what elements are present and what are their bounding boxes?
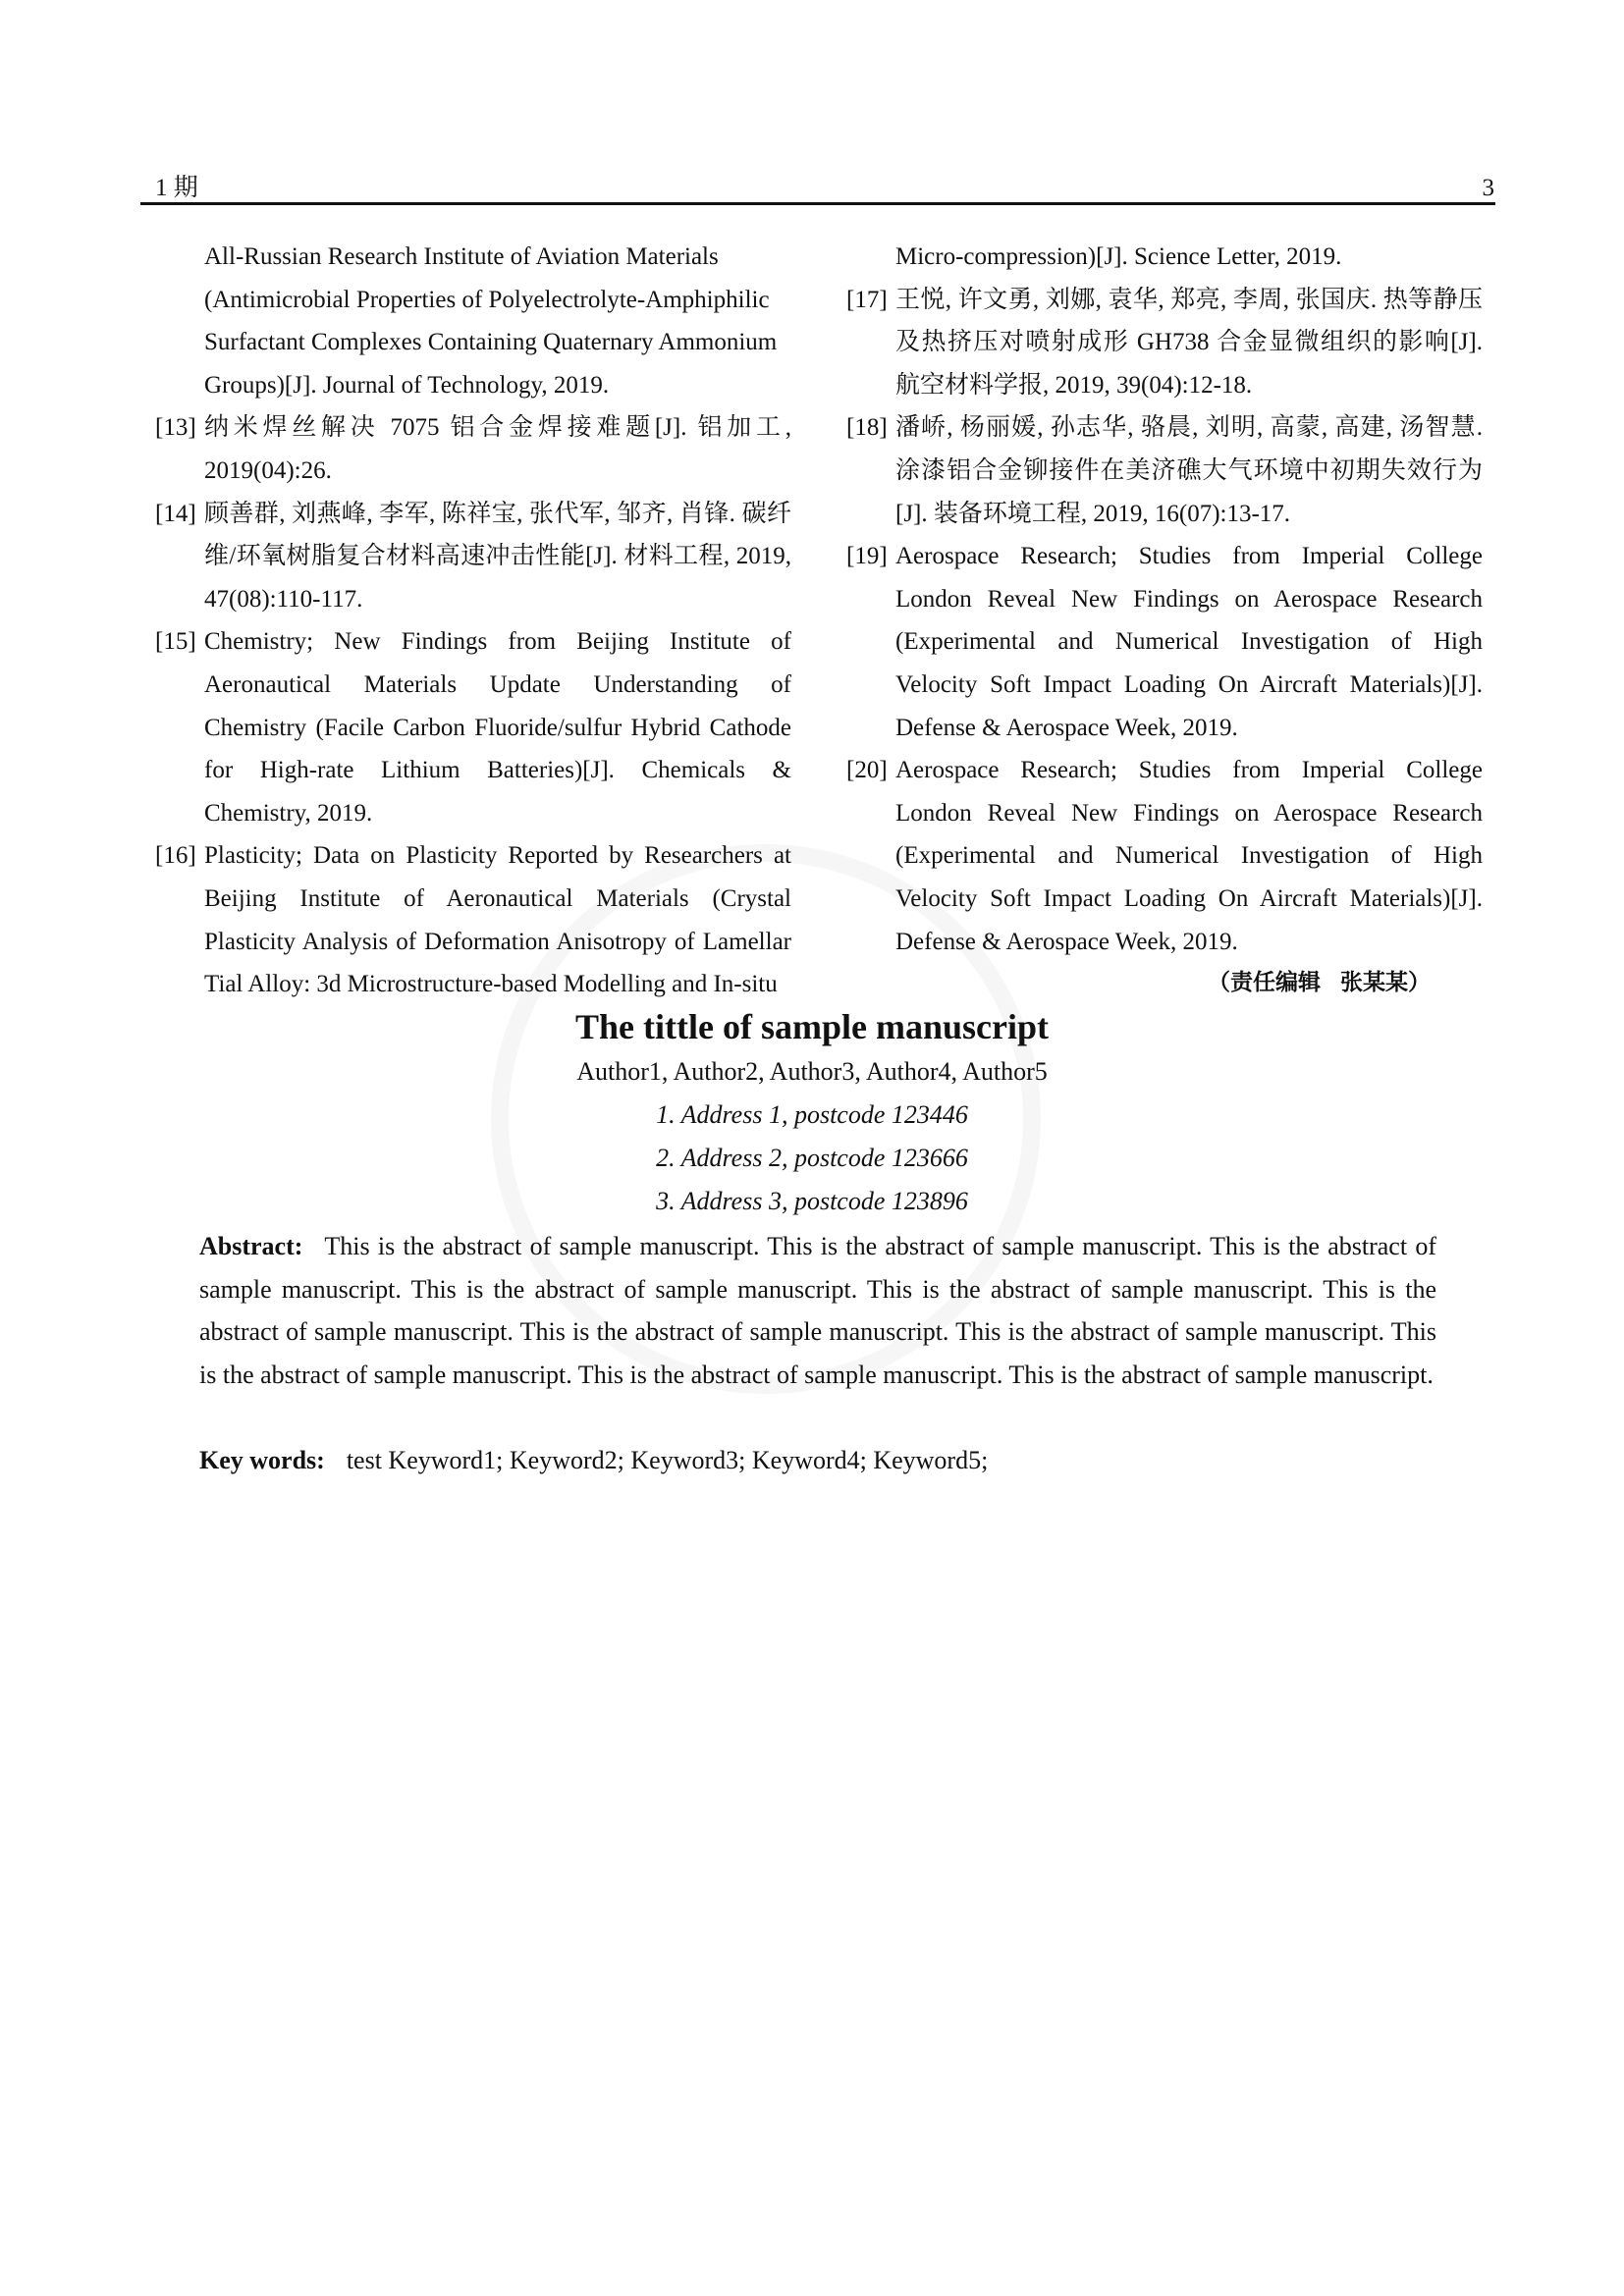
reference-16 [155, 834, 791, 1005]
reference-text: 纳米焊丝解决 7075 铝合金焊接难题[J]. 铝加工, 2019(04):26. [204, 414, 791, 484]
reference-12-continuation: All-Russian Research Institute of Aviation Materials (Antimicrobial Properties of Polyelectrolyte-Amphiphilic Surfactant Complexes Containing Quaternary Ammonium Groups)[J]. Journal of Technology, 2019. [204, 243, 778, 399]
abstract-label: Abstract: [199, 1232, 303, 1260]
issue-label: 1 期 [155, 175, 198, 201]
reference-18 [846, 406, 1483, 535]
reference-text: Aerospace Research; Studies from Imperial College London Reveal New Findings on Aerospace Research (Experimental and Numerical Investigation of High Velocity Soft Impact Loading On Aircraft Materials)[J]. Defense & Aerospace Week, 2019. [895, 543, 1483, 741]
author-list: Author1, Author2, Author3, Author4, Author5 [576, 1057, 1048, 1086]
reference-13 [155, 406, 791, 492]
reference-number: [13] [155, 414, 196, 442]
address-3: 3. Address 3, postcode 123896 [656, 1187, 968, 1215]
reference-number: [17] [846, 286, 888, 313]
address-1: 1. Address 1, postcode 123446 [656, 1100, 968, 1129]
reference-text: Chemistry; New Findings from Beijing Institute of Aeronautical Materials Update Understanding of Chemistry (Facile Carbon Fluoride/sulfur Hybrid Cathode for High-rate Lithium Batteries)[J]. Chemicals & Chemistry, 2019. [204, 628, 791, 827]
reference-14 [155, 493, 791, 621]
reference-text: 潘峤, 杨丽媛, 孙志华, 骆晨, 刘明, 高蒙, 高建, 汤智慧. 涂漆铝合金铆接件在美济礁大气环境中初期失效行为[J]. 装备环境工程, 2019, 16(07):13-17. [895, 414, 1483, 527]
references-left-column [155, 236, 791, 1006]
keywords-text: test Keyword1; Keyword2; Keyword3; Keyword4; Keyword5; [346, 1446, 989, 1474]
header-rule [140, 202, 1495, 205]
reference-text: Aerospace Research; Studies from Imperial College London Reveal New Findings on Aerospace Research (Experimental and Numerical Investigation of High Velocity Soft Impact Loading On Aircraft Materials)[J]. Defense & Aerospace Week, 2019. [895, 757, 1483, 955]
reference-19 [846, 535, 1483, 749]
reference-number: [14] [155, 500, 196, 527]
reference-number: [18] [846, 414, 888, 442]
keywords-label: Key words: [199, 1446, 325, 1474]
reference-text: Plasticity; Data on Plasticity Reported by Researchers at Beijing Institute of Aeronautical Materials (Crystal Plasticity Analysis of Deformation Anisotropy of Lamellar Tial Alloy: 3d Microstructure-based Modelling and In-situ [204, 842, 791, 998]
references-right-column [846, 236, 1483, 963]
reference-number: [20] [846, 757, 888, 784]
reference-number: [19] [846, 543, 888, 570]
responsible-editor-note: （责任编辑 张某某） [1208, 970, 1432, 995]
abstract-text: This is the abstract of sample manuscript. This is the abstract of sample manuscript. This is the abstract of sample manuscript. This is the abstract of sample manuscript. This is the abstract of sample manuscript. This is the abstract of sample manuscript. This is the abstract of sample manuscript. This is the abstract of sample manuscript. This is the abstract of sample manuscript. This is the abstract of sample manuscript. This is the abstract of sample manuscript. [199, 1232, 1436, 1389]
reference-text: 王悦, 许文勇, 刘娜, 袁华, 郑亮, 李周, 张国庆. 热等静压及热挤压对喷射成形 GH738 合金显微组织的影响[J]. 航空材料学报, 2019, 39(04):12-18. [895, 286, 1483, 399]
reference-text: 顾善群, 刘燕峰, 李军, 陈祥宝, 张代军, 邹齐, 肖锋. 碳纤维/环氧树脂复合材料高速冲击性能[J]. 材料工程, 2019, 47(08):110-117. [204, 500, 791, 613]
page-number: 3 [1482, 175, 1494, 201]
manuscript-title: The tittle of sample manuscript [575, 1007, 1049, 1046]
abstract [199, 1225, 1436, 1396]
page-header [145, 173, 1494, 204]
reference-15 [155, 620, 791, 834]
reference-20 [846, 749, 1483, 963]
reference-number: [16] [155, 842, 196, 870]
keywords [199, 1439, 1436, 1482]
reference-17 [846, 279, 1483, 407]
reference-16-continuation: Micro-compression)[J]. Science Letter, 2019. [895, 243, 1342, 270]
address-2: 2. Address 2, postcode 123666 [656, 1144, 968, 1172]
reference-number: [15] [155, 628, 196, 656]
